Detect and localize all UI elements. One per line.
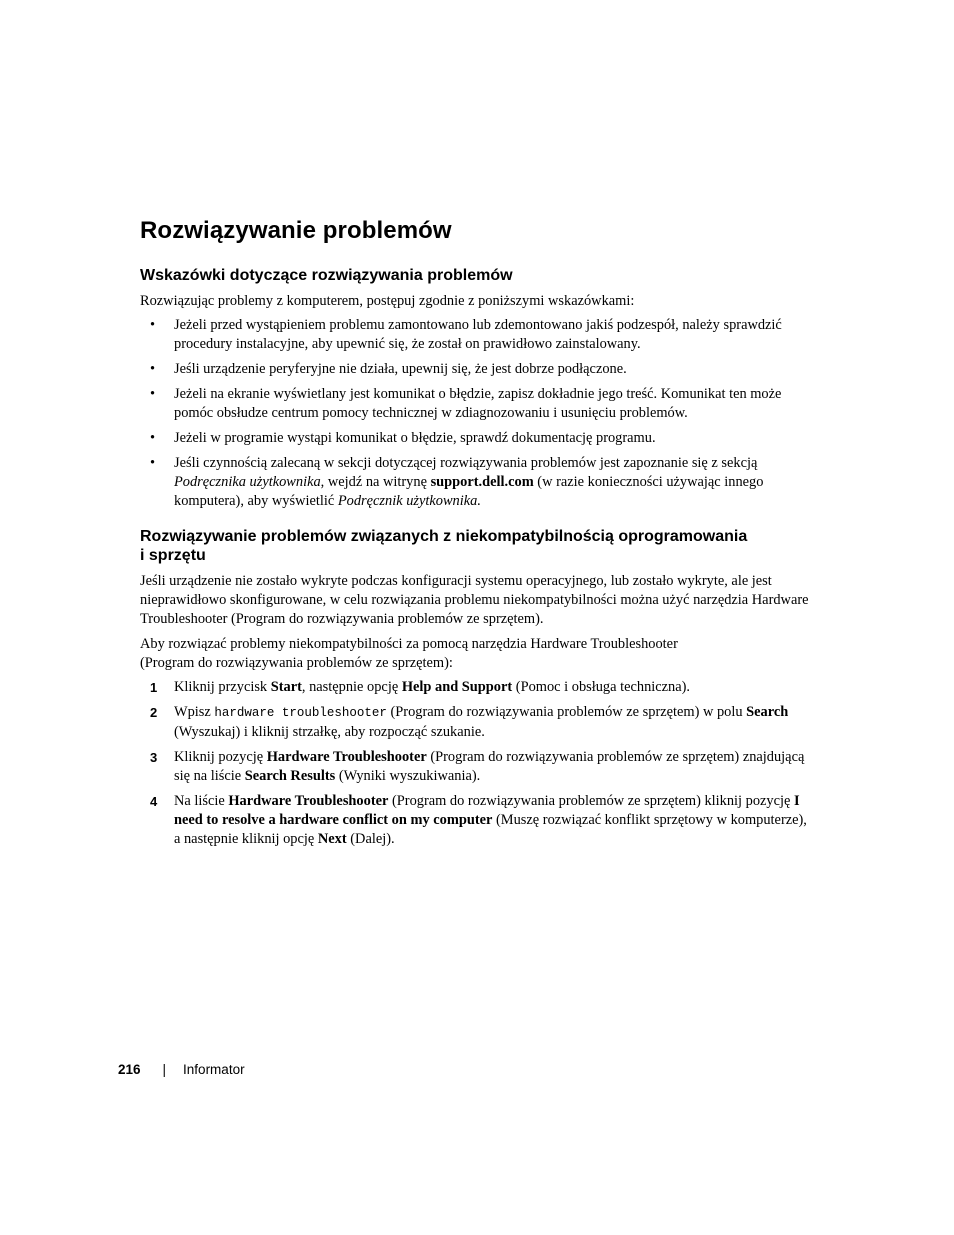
support-link: support.dell.com [430,474,534,490]
step-number: 1 [150,680,158,695]
step-number: 4 [150,794,158,809]
list-item: • Jeżeli na ekranie wyświetlany jest komunikat o błędzie, zapisz dokładnie jego treść. Komunikat ten może pomóc obsłudze centrum pomocy technicznej w zdiagnozowaniu i usunięciu problemów. [150,386,782,421]
steps-list [140,678,815,849]
section-intro: Rozwiązując problemy z komputerem, postępuj zgodnie z poniższymi wskazówkami: [140,293,635,309]
step-number: 2 [150,705,158,720]
bullet-icon: • [150,455,156,471]
bullet-icon: • [150,361,156,377]
footer-separator: | [162,1062,167,1077]
page-title: Rozwiązywanie problemów [140,217,452,244]
code-text: hardware troubleshooter [214,706,387,720]
list-item: • Jeżeli w programie wystąpi komunikat o błędzie, sprawdź dokumentację programu. [150,430,656,446]
section-paragraph: Aby rozwiązać problemy niekompatybilności za pomocą narzędzia Hardware Troubleshooter (Program do rozwiązywania problemów ze sprzętem): [140,636,678,671]
list-item: • Jeśli urządzenie peryferyjne nie działa, upewnij się, że jest dobrze podłączone. [150,361,627,377]
step-item: 2 Wpisz hardware troubleshooter (Program do rozwiązywania problemów ze sprzętem) w polu Search (Wyszukaj) i kliknij strzałkę, aby rozpocząć szukanie. [150,704,789,740]
bullet-icon: • [150,430,156,446]
section-heading-compatibility: Rozwiązywanie problemów związanych z niekompatybilnością oprogramowania i sprzętu [140,528,748,564]
page-content [140,214,815,855]
step-item: 4 Na liście Hardware Troubleshooter (Program do rozwiązywania problemów ze sprzętem) kliknij pozycję I need to resolve a hardware conflict on my computer (Muszę rozwiązać konflikt sprzętowy w komputerze), a następnie kliknij opcję Next (Dalej). [150,793,807,847]
list-item: • Jeśli czynnością zalecaną w sekcji dotyczącej rozwiązywania problemów jest zapoznanie się z sekcją Podręcznika użytkownika, wejdź na witrynę support.dell.com (w razie konieczności używając innego komputera), aby wyświetlić Podręcznik użytkownika. [150,455,764,509]
step-number: 3 [150,750,158,765]
step-item: 3 Kliknij pozycję Hardware Troubleshooter (Program do rozwiązywania problemów ze sprzętem) znajdującą się na liście Search Results (Wyniki wyszukiwania). [150,749,805,784]
bullet-icon: • [150,317,156,333]
step-item: 1 Kliknij przycisk Start, następnie opcję Help and Support (Pomoc i obsługa techniczna). [150,679,691,695]
list-item: • Jeżeli przed wystąpieniem problemu zamontowano lub zdemontowano jakiś podzespół, należy sprawdzić procedury instalacyjne, aby upewnić się, że został on prawidłowo zainstalowany. [150,317,782,352]
bullet-icon: • [150,386,156,402]
page-footer [118,1061,245,1079]
tips-list [140,316,815,511]
footer-section-name: Informator [183,1062,245,1077]
section-paragraph: Jeśli urządzenie nie zostało wykryte podczas konfiguracji systemu operacyjnego, lub zostało wykryte, ale jest nieprawidłowo skonfigurowane, w celu rozwiązania problemu niekompatybilności można użyć narzędzia Hardware Troubleshooter (Program do rozwiązywania problemów ze sprzętem). [140,573,809,627]
section-heading-tips: Wskazówki dotyczące rozwiązywania problemów [140,267,513,284]
page-number: 216 [118,1062,141,1077]
